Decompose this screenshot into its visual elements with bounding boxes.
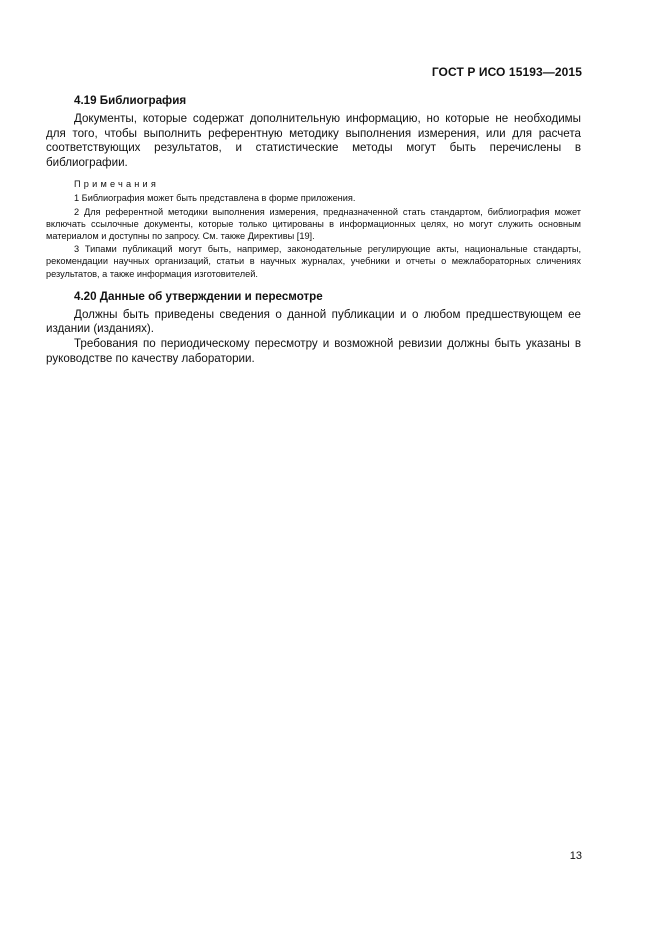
bibliography-paragraph: Документы, которые содержат дополнительную информацию, но которые не необходимы для того, чтобы выполнить референтную методику выполнения измерения, или для расчета соответствующих результатов, и статистические методы могут быть перечислены в библиографии. (46, 112, 581, 169)
page-number: 13 (569, 850, 582, 862)
approval-paragraph: Должны быть приведены сведения о данной публикации и о любом предшествующем ее издании (изданиях). (46, 307, 581, 336)
section-title-bibliography: 4.19 Библиография (74, 94, 187, 107)
section-approval (46, 290, 581, 366)
note-item: 2 Для референтной методики выполнения измерения, предназначенной стать стандартом, библиография может включать ссылочные документы, которые только цитированы в информационных целях, но могут служить основным материалом и доступны по запросу. См. также Директивы [19]. (46, 206, 581, 241)
page-content (46, 94, 581, 366)
note-item: 3 Типами публикаций могут быть, например, законодательные регулирующие акты, национальные стандарты, рекомендации научных организаций, статьи в научных журналах, учебники и отчеты о межлабораторных сличениях результатов, а также информация изготовителей. (46, 244, 581, 279)
document-header: ГОСТ Р ИСО 15193—2015 (431, 65, 582, 79)
approval-paragraph: Требования по периодическому пересмотру и возможной ревизии должны быть указаны в руководстве по качеству лаборатории. (46, 336, 581, 365)
note-item: 1 Библиография может быть представлена в форме приложения. (74, 193, 356, 204)
notes-label: Примечания (74, 179, 160, 190)
section-title-approval: 4.20 Данные об утверждении и пересмотре (74, 289, 323, 303)
